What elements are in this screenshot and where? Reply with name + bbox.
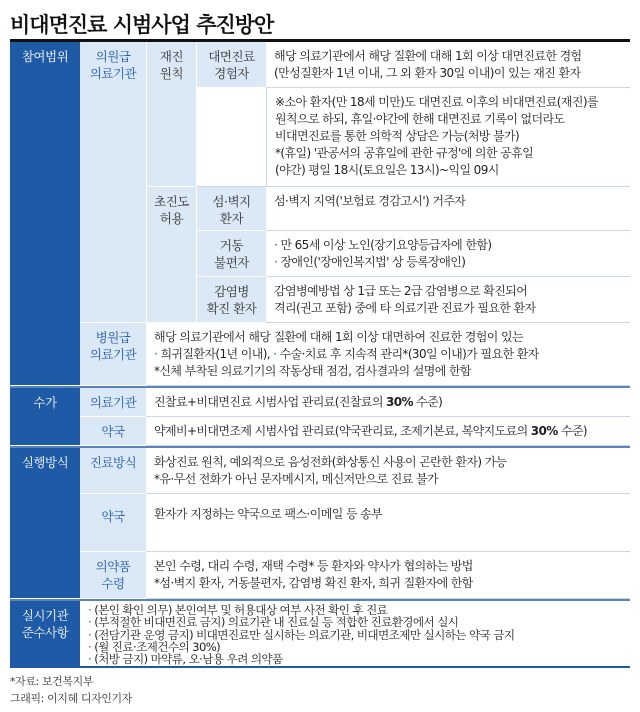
bullet-icon: · [273, 347, 277, 361]
label-remote: 섬·벽지 환자 [196, 187, 266, 231]
remote-detail: 섬·벽지 지역('보험료 경감고시') 거주자 [266, 187, 630, 231]
infectious-detail: 감염병예방법 상 1급 또는 2급 감염병으로 확진되어 격리(권고 포함) 중에 타 의료기관 진료가 필요한 환자 [266, 277, 630, 323]
bullet-icon: · [88, 639, 92, 654]
bullet-icon: · [154, 347, 158, 361]
method-drug-label: 의약품 수령 [80, 552, 146, 599]
label-first-visit: 초진도 허용 [146, 187, 196, 323]
method-drug-detail: 본인 수령, 대리 수령, 재택 수령* 등 환자와 약사가 협의하는 방법 *섬·벽지 환자, 거동불편자, 감염병 확진 환자, 희귀 질환자에 한함 [146, 552, 630, 599]
fee-pharmacy-detail: 약제비+비대면조제 시범사업 관리료(약국관리료, 조제기본료, 복약지도료의 30% 수준) [146, 417, 630, 446]
pediatric-note: ※소아 환자(만 18세 미만)도 대면진료 이후의 비대면진료(재진)를 원칙으로 하되, 휴일·야간에 한해 대면진료 기록이 없더라도 비대면진료를 통한 의학적 상담은 가능(처방 불가) *(휴일) '관공서의 공휴일에 관한 규정'에 의한 공휴일 (야간) 평일 18시(토요일은 13시)~익일 09시 [266, 88, 630, 187]
bullet-icon: · [88, 615, 92, 630]
method-care-label: 진료방식 [80, 448, 146, 494]
page-title: 비대면진료 시범사업 추진방안 [10, 13, 274, 37]
experienced-detail: 해당 의료기관에서 해당 질환에 대해 1회 이상 대면진료한 경험 (만성질환자 1년 이내, 그 외 환자 30일 이내)이 있는 재진 환자 [266, 42, 630, 88]
bottom-rule [10, 666, 630, 668]
method-care-detail: 화상진료 원칙, 예외적으로 음성전화(화상통신 사용이 곤란한 환자) 가능 *유·무선 전화가 아닌 문자메시지, 메신저만으로 진료 불가 [146, 448, 630, 494]
method-pharmacy-label: 약국 [80, 494, 146, 552]
graphic-credit: 그래픽: 이지혜 디자인기자 [10, 692, 132, 705]
category-compliance: 실시기관 준수사항 [10, 601, 80, 666]
label-infectious: 감염병 확진 환자 [196, 277, 266, 323]
bullet-icon: · [88, 627, 92, 642]
blank-cell [196, 88, 266, 187]
bullet-icon: · [88, 603, 92, 617]
source-note: *자료: 보건복지부 [10, 675, 94, 688]
category-method: 실행방식 [10, 448, 80, 599]
mobility-detail: · 만 65세 이상 노인(장기요양등급자에 한함) · 장애인('장애인복지법' 상 등록장애인) [266, 231, 630, 277]
method-pharmacy-detail: 환자가 지정하는 약국으로 팩스·이메일 등 송부 [146, 494, 630, 552]
category-scope: 참여범위 [10, 42, 80, 386]
fee-clinic-detail: 진찰료+비대면진료 시범사업 관리료(진찰료의 30% 수준) [146, 388, 630, 417]
hospital-detail: 해당 의료기관에서 해당 질환에 대해 1회 이상 대면하여 진료한 경험이 있는 · 희귀질환자(1년 이내), · 수술·치료 후 지속적 관리*(30일 이내)가 필요한 환자 *신체 부착된 의료기기의 작동상태 점검, 검사결과의 설명에 한함 [146, 323, 630, 386]
bullet-icon: · [274, 238, 278, 252]
label-experienced: 대면진료 경험자 [196, 42, 266, 88]
policy-table [10, 42, 630, 666]
fee-clinic-label: 의료기관 [80, 388, 146, 417]
subcategory-hospital: 병원급 의료기관 [80, 323, 146, 386]
fee-pharmacy-label: 약국 [80, 417, 146, 446]
label-revisit: 재진 원칙 [146, 42, 196, 187]
bullet-icon: · [88, 652, 92, 667]
label-mobility: 거동 불편자 [196, 231, 266, 277]
compliance-list: · (본인 확인 의무) 본인여부 및 허용대상 여부 사전 확인 후 진료 · (부적절한 비대면진료 금지) 의료기관 내 진료실 등 적합한 진료환경에서 실시 · (전담기관 운영 금지) 비대면진료만 실시하는 의료기관, 비대면조제만 실시하는 약국 금지 · (월 진료·조제건수의 30%) · (처방 금지) 마약류, 오·남용 우려 의약품 [80, 601, 630, 666]
category-fee: 수가 [10, 388, 80, 446]
subcategory-clinic: 의원급 의료기관 [80, 42, 146, 323]
bullet-icon: · [274, 255, 278, 269]
